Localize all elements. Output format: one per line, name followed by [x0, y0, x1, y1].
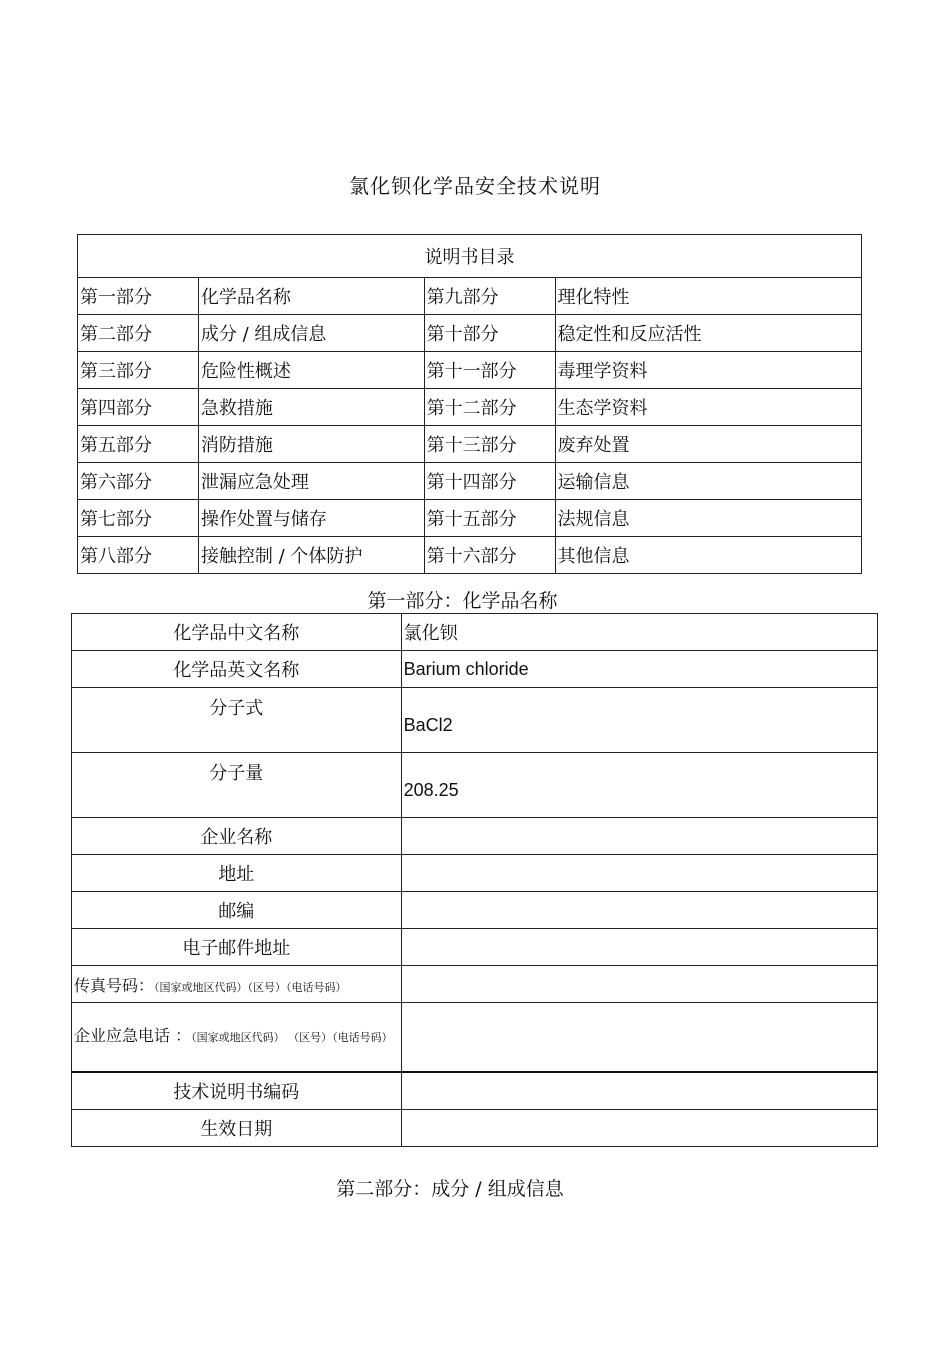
- toc-part-number: 第三部分: [78, 352, 199, 389]
- toc-part-number: 第四部分: [78, 389, 199, 426]
- fax-label-text: 传真号码：: [74, 975, 155, 995]
- toc-part-number: 第七部分: [78, 500, 199, 537]
- table-row: [72, 929, 878, 966]
- toc-part-number: 第十一部分: [424, 352, 555, 389]
- toc-part-name: 接触控制 / 个体防护: [198, 537, 424, 574]
- company-name-value: [401, 818, 877, 855]
- chinese-name-label: 化学品中文名称: [72, 614, 402, 651]
- toc-part-name: 法规信息: [555, 500, 861, 537]
- formula-value: BaCl2: [401, 688, 877, 753]
- toc-part-number: 第五部分: [78, 426, 199, 463]
- toc-part-name: 运输信息: [555, 463, 861, 500]
- postcode-value: [401, 892, 877, 929]
- address-label: 地址: [72, 855, 402, 892]
- table-row: [72, 753, 878, 818]
- chinese-name-value: 氯化钡: [401, 614, 877, 651]
- toc-row: [78, 426, 862, 463]
- address-value: [401, 855, 877, 892]
- toc-part-number: 第十四部分: [424, 463, 555, 500]
- toc-part-name: 其他信息: [555, 537, 861, 574]
- email-value: [401, 929, 877, 966]
- chemical-info-table: [71, 613, 878, 1147]
- toc-part-number: 第九部分: [424, 278, 555, 315]
- toc-part-name: 理化特性: [555, 278, 861, 315]
- toc-row: [78, 500, 862, 537]
- toc-part-number: 第一部分: [78, 278, 199, 315]
- table-row: [72, 1003, 878, 1073]
- toc-part-name: 成分 / 组成信息: [198, 315, 424, 352]
- english-name-value: Barium chloride: [401, 651, 877, 688]
- toc-part-name: 稳定性和反应活性: [555, 315, 861, 352]
- english-name-label: 化学品英文名称: [72, 651, 402, 688]
- toc-part-number: 第十六部分: [424, 537, 555, 574]
- doc-code-label: 技术说明书编码: [72, 1072, 402, 1110]
- toc-part-number: 第二部分: [78, 315, 199, 352]
- doc-code-value: [401, 1072, 877, 1110]
- toc-part-number: 第六部分: [78, 463, 199, 500]
- fax-note: （国家或地区代码）（区号）（电话号码）: [154, 980, 347, 994]
- toc-part-number: 第十二部分: [424, 389, 555, 426]
- molecular-weight-value: 208.25: [401, 753, 877, 818]
- table-row: [72, 614, 878, 651]
- toc-part-number: 第十三部分: [424, 426, 555, 463]
- toc-part-number: 第十五部分: [424, 500, 555, 537]
- toc-header: 说明书目录: [78, 235, 862, 278]
- toc-table: [77, 234, 862, 574]
- toc-row: [78, 352, 862, 389]
- effective-date-label: 生效日期: [72, 1110, 402, 1147]
- emergency-note: （国家或地区代码） （区号）（电话号码）: [191, 1031, 393, 1044]
- toc-part-name: 生态学资料: [555, 389, 861, 426]
- toc-row: [78, 463, 862, 500]
- toc-part-number: 第十部分: [424, 315, 555, 352]
- toc-row: [78, 389, 862, 426]
- toc-part-name: 消防措施: [198, 426, 424, 463]
- toc-part-name: 毒理学资料: [555, 352, 861, 389]
- table-row: [72, 1072, 878, 1110]
- molecular-weight-label: 分子量: [72, 753, 402, 818]
- table-row: [72, 818, 878, 855]
- toc-row: [78, 537, 862, 574]
- table-row: [72, 688, 878, 753]
- toc-row: [78, 278, 862, 315]
- toc-part-name: 操作处置与储存: [198, 500, 424, 537]
- fax-label: [72, 966, 402, 1003]
- email-label: 电子邮件地址: [72, 929, 402, 966]
- table-row: [72, 966, 878, 1003]
- postcode-label: 邮编: [72, 892, 402, 929]
- document-title: 氯化钡化学品安全技术说明: [349, 174, 601, 198]
- section-2-heading: 第二部分：成分 / 组成信息: [336, 1178, 564, 1200]
- table-row: [72, 651, 878, 688]
- formula-label: 分子式: [72, 688, 402, 753]
- emergency-phone-label: [72, 1003, 402, 1073]
- toc-part-name: 废弃处置: [555, 426, 861, 463]
- section-1-heading: 第一部分：化学品名称: [367, 590, 558, 612]
- company-name-label: 企业名称: [72, 818, 402, 855]
- emergency-label-text: 企业应急电话 ：: [74, 1026, 192, 1045]
- toc-part-name: 泄漏应急处理: [198, 463, 424, 500]
- table-row: [72, 892, 878, 929]
- toc-part-name: 危险性概述: [198, 352, 424, 389]
- toc-part-name: 急救措施: [198, 389, 424, 426]
- table-row: [72, 855, 878, 892]
- effective-date-value: [401, 1110, 877, 1147]
- table-row: [72, 1110, 878, 1147]
- emergency-phone-value: [401, 1003, 877, 1073]
- toc-part-number: 第八部分: [78, 537, 199, 574]
- toc-part-name: 化学品名称: [198, 278, 424, 315]
- fax-value: [401, 966, 877, 1003]
- toc-row: [78, 315, 862, 352]
